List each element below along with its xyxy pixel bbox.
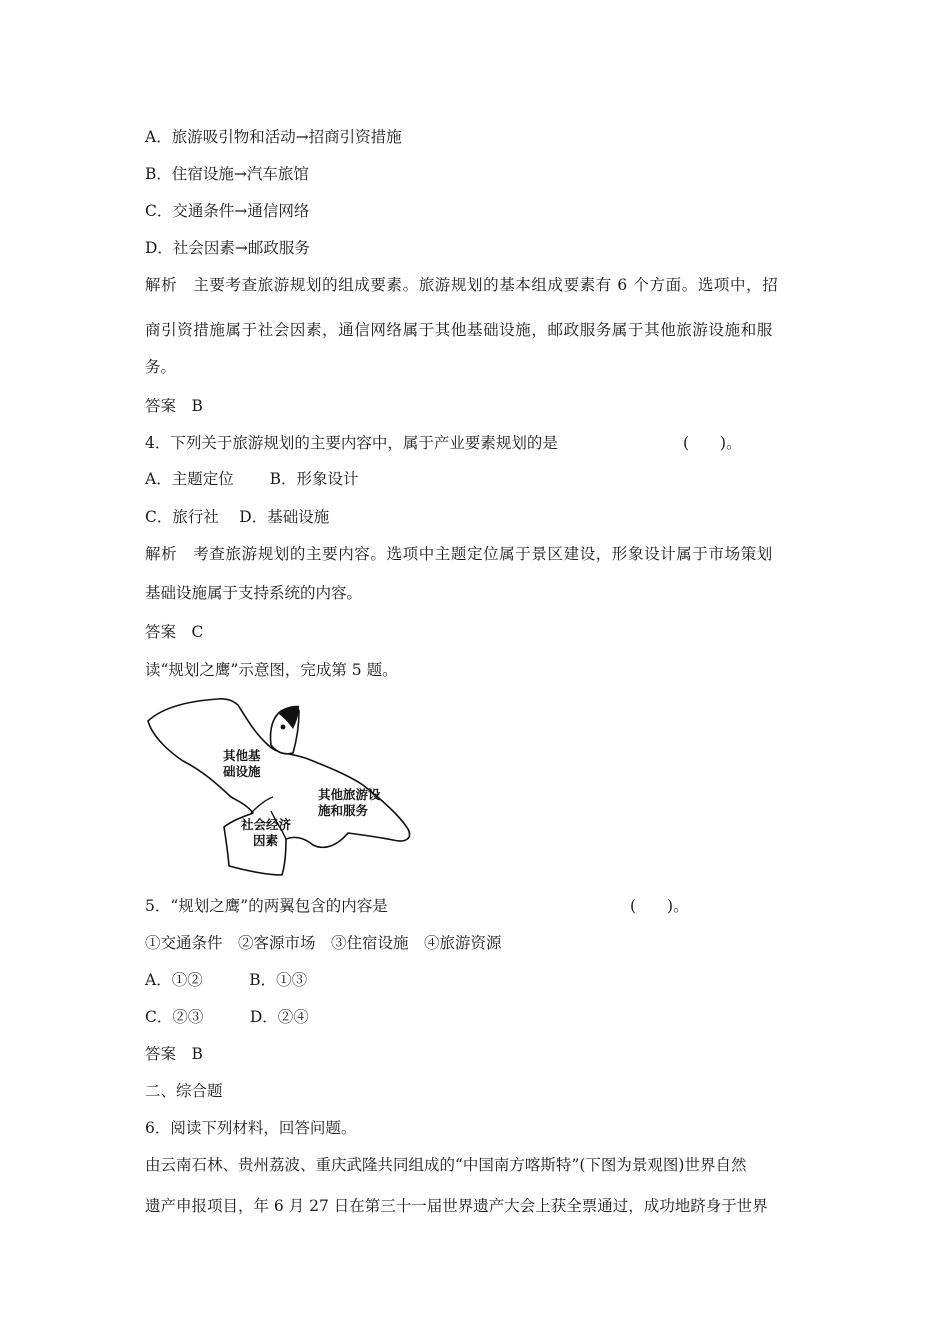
label-other-tourism-facilities-2: 施和服务 <box>318 803 369 818</box>
q3-answer: 答案 B <box>145 397 203 415</box>
q5-answer: 答案 B <box>145 1045 203 1063</box>
q5-options-cd: C．②③ D．②④ <box>145 1008 309 1026</box>
q6-paragraph-line-2: 遗产申报项目，年 6 月 27 日在第三十一届世界遗产大会上获全票通过，成功地跻身于世界 <box>145 1197 768 1215</box>
q5-items: ①交通条件 ②客源市场 ③住宿设施 ④旅游资源 <box>145 934 502 952</box>
q4-options-cd: C．旅行社 D．基础设施 <box>145 508 330 526</box>
q3-analysis-line-2: 商引资措施属于社会因素，通信网络属于其他基础设施，邮政服务属于其他旅游设施和服 <box>145 321 773 339</box>
q4-stem: 4．下列关于旅游规划的主要内容中，属于产业要素规划的是 <box>145 434 558 452</box>
label-socio-economic-2: 因素 <box>253 833 279 848</box>
q5-stem: 5．“规划之鹰”的两翼包含的内容是 <box>145 897 388 915</box>
q5-intro: 读“规划之鹰”示意图，完成第 5 题。 <box>145 661 398 679</box>
eagle-eye <box>281 725 286 730</box>
q4-analysis-line-1: 解析 考查旅游规划的主要内容。选项中主题定位属于景区建设，形象设计属于市场策划 <box>145 545 773 563</box>
q3-option-b: B．住宿设施→汽车旅馆 <box>145 165 309 183</box>
q3-analysis-line-1: 解析 主要考查旅游规划的组成要素。旅游规划的基本组成要素有 6 个方面。选项中，招 <box>145 276 779 294</box>
eagle-diagram-svg <box>143 693 418 878</box>
label-other-tourism-facilities-1: 其他旅游设 <box>318 787 381 802</box>
label-other-infrastructure-2: 础设施 <box>223 764 261 779</box>
section-heading: 二、综合题 <box>145 1082 223 1100</box>
q3-option-c: C．交通条件→通信网络 <box>145 202 310 220</box>
q3-analysis-line-3: 务。 <box>145 358 177 376</box>
planning-eagle-diagram <box>143 693 418 878</box>
q4-analysis-line-2: 基础设施属于支持系统的内容。 <box>145 584 363 602</box>
q4-options-ab: A．主题定位 B．形象设计 <box>145 470 359 488</box>
q3-option-a: A．旅游吸引物和活动→招商引资措施 <box>145 128 402 146</box>
q6-paragraph-line-1: 由云南石林、贵州荔波、重庆武隆共同组成的“中国南方喀斯特”(下图为景观图)世界自然 <box>145 1156 747 1174</box>
q5-options-ab: A．①② B．①③ <box>145 971 308 989</box>
q5-answer-paren: ( )。 <box>630 897 689 915</box>
q3-option-d: D．社会因素→邮政服务 <box>145 239 310 257</box>
q4-answer-paren: ( )。 <box>683 434 742 452</box>
label-socio-economic-1: 社会经济 <box>241 817 292 832</box>
q4-answer: 答案 C <box>145 623 204 641</box>
q6-stem: 6．阅读下列材料，回答问题。 <box>145 1119 357 1137</box>
label-other-infrastructure-1: 其他基 <box>223 748 261 763</box>
